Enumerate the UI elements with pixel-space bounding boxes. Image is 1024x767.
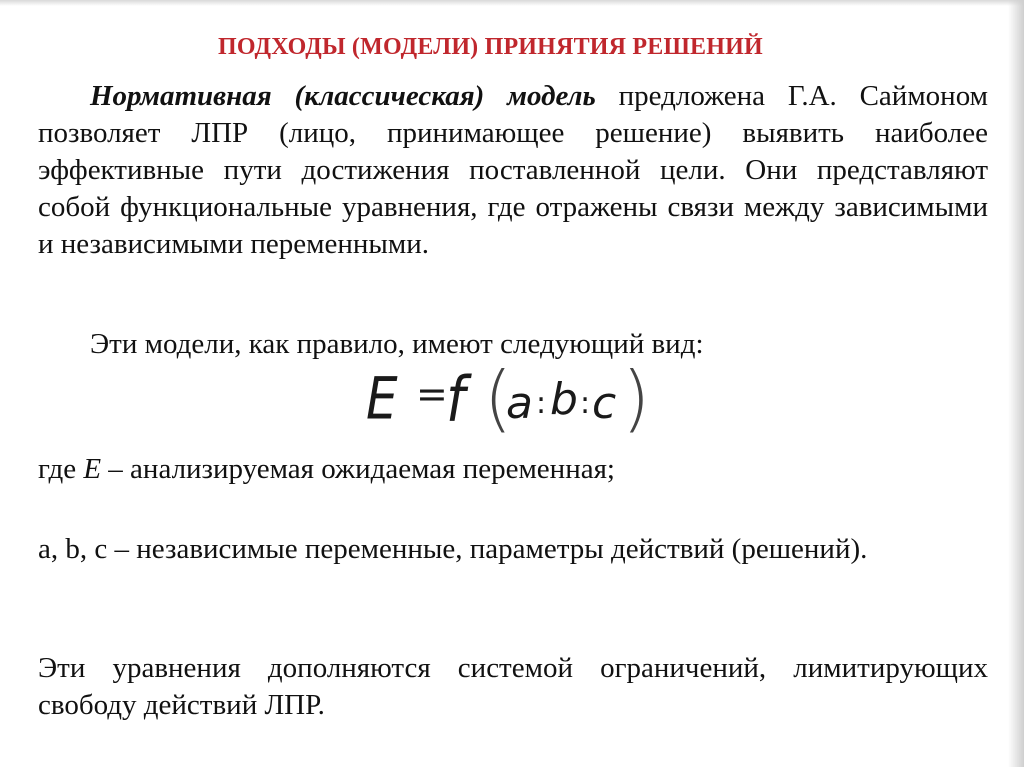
formula-close-paren: ) <box>622 356 651 440</box>
formula-open-paren: ( <box>484 356 513 440</box>
formula-separator-1: : <box>536 386 547 421</box>
formula-equals: = <box>416 372 448 416</box>
paragraph-independent-vars: a, b, c – независимые переменные, параметры действий (решений). <box>38 533 868 565</box>
slide-title: ПОДХОДЫ (МОДЕЛИ) ПРИНЯТИЯ РЕШЕНИЙ <box>218 34 763 60</box>
formula <box>366 356 666 444</box>
formula-lhs: E <box>366 365 398 433</box>
paragraph-body: предложена Г.А. Саймоном позволяет ЛПР (лицо, принимающее решение) выявить наиболее эффективные пути достижения поставленной цели. Они представляют собой функциональные уравнения, где отражены связи между зависимыми и независимыми переменными. <box>38 80 988 260</box>
slide-top-shadow <box>0 0 1024 6</box>
slide-right-shadow <box>1008 0 1024 767</box>
formula-var-c: c <box>592 378 617 429</box>
paragraph-model-form: Эти модели, как правило, имеют следующий вид: <box>90 328 704 360</box>
where-variable: E <box>83 453 102 485</box>
formula-separator-2: : <box>580 386 591 421</box>
where-prefix: где <box>38 453 84 485</box>
where-text: – анализируемая ожидаемая переменная; <box>101 453 615 485</box>
paragraph-constraints: Эти уравнения дополняются системой ограничений, лимитирующих свободу действий ЛПР. <box>38 652 988 721</box>
paragraph-lead: Нормативная (классическая) модель <box>90 80 596 112</box>
formula-function: f <box>446 363 466 436</box>
formula-var-a: a <box>506 378 533 429</box>
paragraph-where-e <box>38 451 988 488</box>
paragraph-normative-model <box>38 78 988 263</box>
formula-var-b: b <box>550 374 578 425</box>
